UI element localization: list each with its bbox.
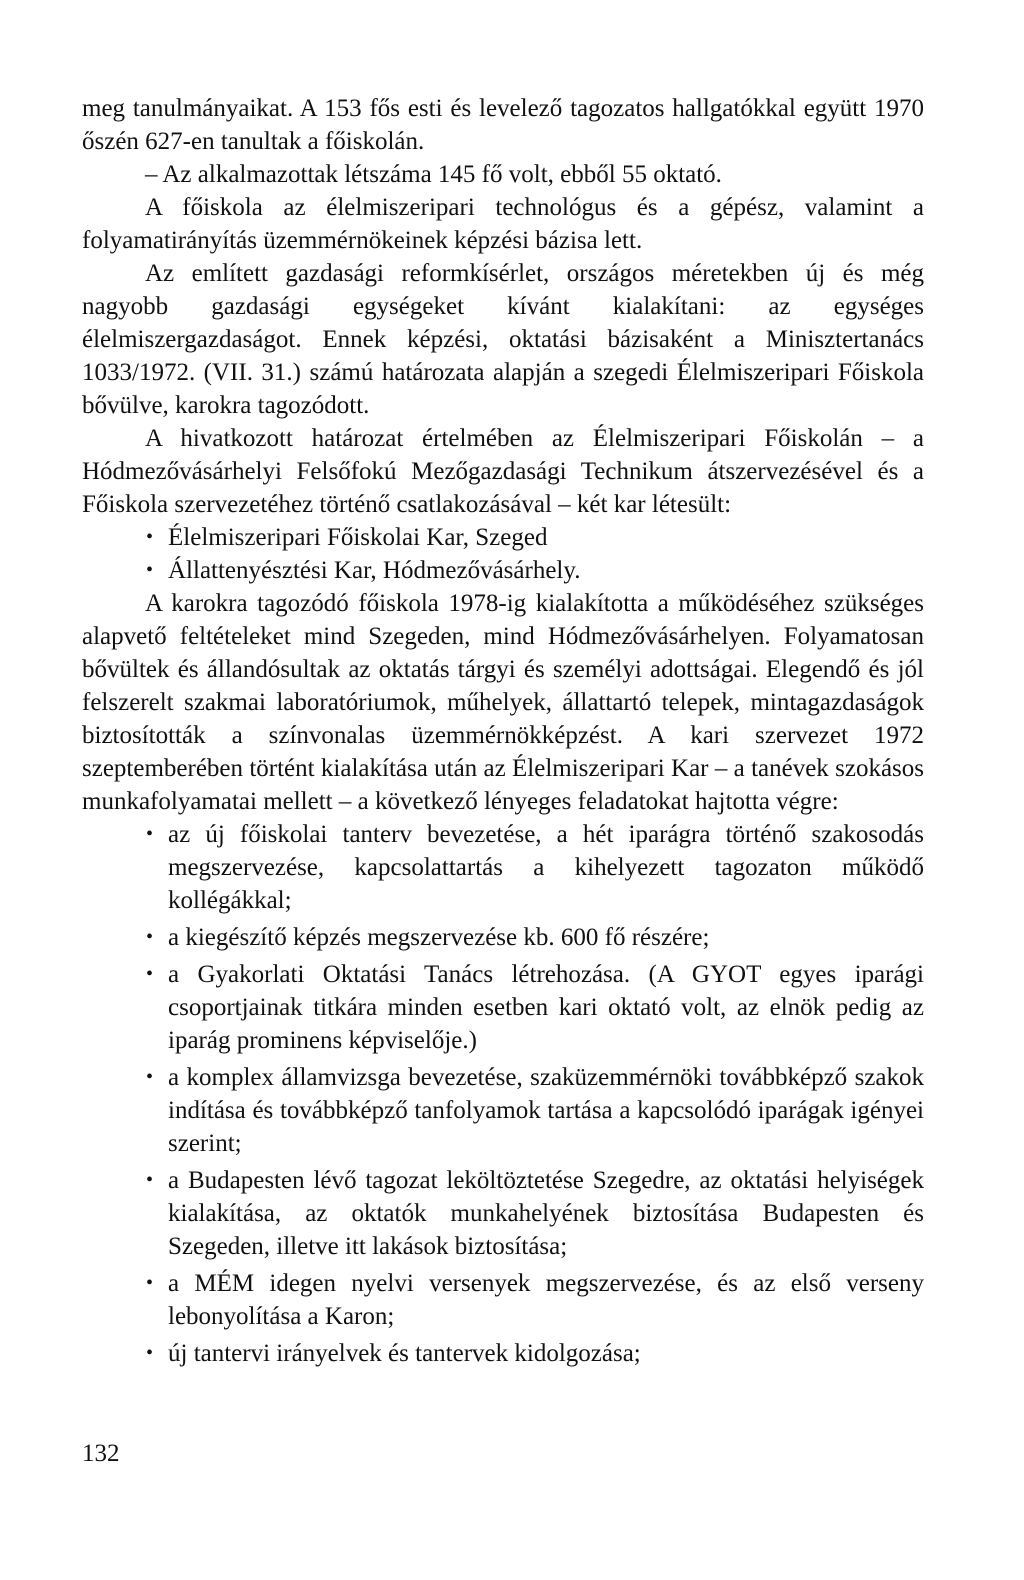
task-text: a kiegészítő képzés megszervezése kb. 600 fő részére; xyxy=(168,924,710,951)
bullet-icon: • xyxy=(146,526,154,548)
task-text: új tantervi irányelvek és tantervek kidolgozása; xyxy=(168,1340,641,1367)
bullet-icon: • xyxy=(146,823,154,845)
task-item xyxy=(82,1267,924,1333)
task-item xyxy=(82,1164,924,1263)
task-text: a MÉM idegen nyelvi versenyek megszervezése, és az első verseny lebonyolítása a Karon; xyxy=(168,1270,924,1330)
task-item xyxy=(82,818,924,917)
task-text: a Budapesten lévő tagozat leköltöztetése Szegedre, az oktatási helyiségek kialakítása, az oktatók munkahelyének biztosítása Budapesten és Szegeden, illetve itt lakások biztosítása; xyxy=(168,1167,924,1260)
bullet-icon: • xyxy=(146,1342,154,1364)
bullet-icon: • xyxy=(146,1272,154,1294)
task-item xyxy=(82,1337,924,1370)
page-number: 132 xyxy=(82,1440,120,1467)
bullet-icon: • xyxy=(146,559,154,581)
paragraph-training-base: A főiskola az élelmiszeripari technológus és a gépész, valamint a folyamatirányítás üzemmérnökeinek képzési bázisa lett. xyxy=(82,194,924,254)
bullet-icon: • xyxy=(146,1066,154,1088)
task-text: az új főiskolai tanterv bevezetése, a hét iparágra történő szakosodás megszervezése, kapcsolattartás a kihelyezett tagozaton működő kollégákkal; xyxy=(168,821,924,914)
paragraph-development: A karokra tagozódó főiskola 1978-ig kialakította a működéséhez szükséges alapvető feltételeket mind Szegeden, mind Hódmezővásárhelyen. Folyamatosan bővültek és állandósultak az oktatás tárgyi és személyi adottságai. Elegendő és jól felszerelt szakmai laboratóriumok, műhelyek, állattartó telepek, mintagazdaságok biztosították a színvonalas üzemmérnökképzést. A kari szervezet 1972 szeptemberében történt kialakítása után az Élelmiszeripari Kar – a tanévek szokásos munkafolyamatai mellett – a következő lényeges feladatokat hajtotta végre: xyxy=(82,590,924,815)
faculty-item xyxy=(82,521,924,554)
paragraph-staff: – Az alkalmazottak létszáma 145 fő volt, ebből 55 oktató. xyxy=(145,161,722,188)
paragraph-resolution: A hivatkozott határozat értelmében az Élelmiszeripari Főiskolán – a Hódmezővásárhelyi Felsőfokú Mezőgazdasági Technikum átszervezésével és a Főiskola szervezetéhez történő csatlakozásával – két kar létesült: xyxy=(82,425,924,518)
faculty-item xyxy=(82,554,924,587)
faculty-list xyxy=(82,521,924,587)
task-item xyxy=(82,958,924,1057)
bullet-icon: • xyxy=(146,926,154,948)
paragraph-continuation: meg tanulmányaikat. A 153 fős esti és levelező tagozatos hallgatókkal együtt 1970 őszén 627-en tanultak a főiskolán. xyxy=(82,95,924,155)
task-item xyxy=(82,1061,924,1160)
faculty-text: Élelmiszeripari Főiskolai Kar, Szeged xyxy=(168,524,548,551)
task-item xyxy=(82,921,924,954)
task-text: a Gyakorlati Oktatási Tanács létrehozása. (A GYOT egyes iparági csoportjainak titkára minden esetben kari oktató volt, az elnök pedig az iparág prominens képviselője.) xyxy=(168,961,924,1054)
page-body xyxy=(82,92,924,1374)
task-text: a komplex államvizsga bevezetése, szaküzemmérnöki továbbképző szakok indítása és továbbképző tanfolyamok tartása a kapcsolódó iparágak igényei szerint; xyxy=(168,1064,924,1157)
task-list xyxy=(82,818,924,1370)
bullet-icon: • xyxy=(146,1169,154,1191)
paragraph-reform: Az említett gazdasági reformkísérlet, országos méretekben új és még nagyobb gazdasági egységeket kívánt kialakítani: az egységes élelmiszergazdaságot. Ennek képzési, oktatási bázisaként a Minisztertanács 1033/1972. (VII. 31.) számú határozata alapján a szegedi Élelmiszeripari Főiskola bővülve, karokra tagozódott. xyxy=(82,260,924,419)
bullet-icon: • xyxy=(146,963,154,985)
faculty-text: Állattenyésztési Kar, Hódmezővásárhely. xyxy=(168,557,581,584)
